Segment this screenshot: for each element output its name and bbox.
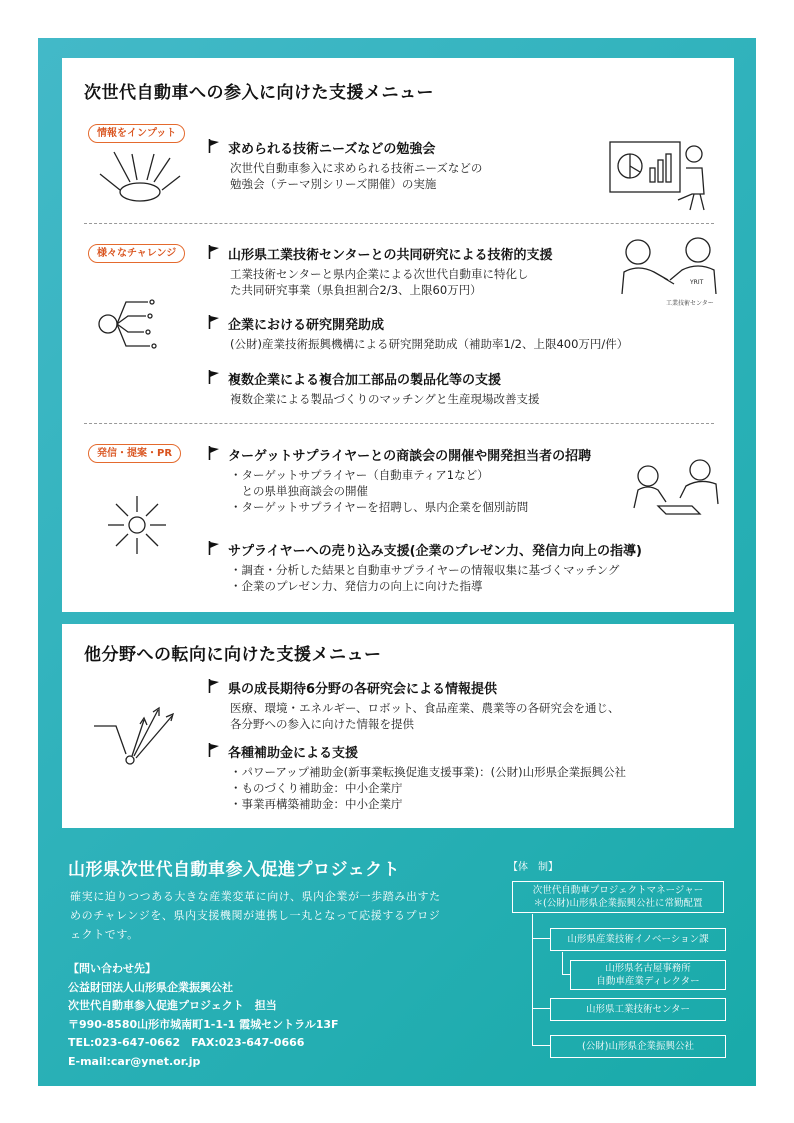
item-line: ・企業のプレゼン力、発信力の向上に向けた指導 [230,579,483,593]
item-supplier-pitch [208,540,642,594]
burst-icon [106,494,168,556]
contact-block [68,960,339,1071]
item-title: 企業における研究開発助成 [228,318,385,333]
flag-icon [208,743,220,757]
other-fields-card [62,624,734,828]
item-title: 各種補助金による支援 [228,746,359,761]
image-caption: 工業技術センター [666,300,714,307]
org-box-innovation: 山形県産業技術イノベーション課 [550,928,726,951]
item-title: 求められる技術ニーズなどの勉強会 [228,142,436,157]
item-composite-parts [208,369,539,407]
item-title: 複数企業による複合加工部品の製品化等の支援 [228,373,502,388]
org-connector [562,974,570,975]
flag-icon [208,245,220,259]
section1-title: 次世代自動車への参入に向けた支援メニュー [84,83,434,103]
flag-icon [208,370,220,384]
diverging-arrows-icon [92,700,192,770]
flag-icon [208,541,220,555]
org-box-tech-center: 山形県工業技術センター [550,998,726,1021]
org-connector [532,1045,550,1046]
item-title: ターゲットサプライヤーとの商談会の開催や開発担当者の招聘 [228,449,592,464]
divider [84,423,714,424]
item-line: 次世代自動車参入に求められる技術ニーズなどの [230,161,483,175]
item-title: 山形県工業技術センターとの共同研究による技術的支援 [228,248,553,263]
contact-dept: 次世代自動車参入促進プロジェクト 担当 [68,999,277,1012]
tag-information-input: 情報をインプット [88,124,185,143]
item-line: 勉強会（テーマ別シリーズ開催）の実施 [230,177,437,191]
contact-phone: TEL:023-647-0662 FAX:023-647-0666 [68,1036,305,1049]
item-line: ・ターゲットサプライヤーを招聘し、県内企業を個別訪問 [230,500,529,514]
contact-org: 公益財団法人山形県企業振興公社 [68,980,233,994]
org-box-nagoya [570,960,726,990]
org-connector [562,952,563,974]
item-business-meeting [208,445,591,515]
item-line: ・調査・分析した結果と自動車サプライヤーの情報収集に基づくマッチング [230,563,620,577]
presentation-board-icon [608,138,712,212]
item-line: 複数企業による製品づくりのマッチングと生産現場改善支援 [230,392,540,406]
org-manager-line: 次世代自動車プロジェクトマネージャー [532,885,704,896]
item-line: (公財)産業技術振興機構による研究開発助成（補助率1/2、上限400万円/件） [230,337,629,351]
org-connector [532,938,550,939]
input-arrows-icon [92,150,188,210]
org-box-manager [512,881,724,913]
item-study-session [208,138,482,192]
org-nagoya-line: 自動車産業ディレクター [596,976,700,987]
yrit-logo: YRIT [690,279,704,286]
item-rd-grant [208,314,628,352]
flag-icon [208,446,220,460]
flag-icon [208,315,220,329]
project-title: 山形県次世代自動車参入促進プロジェクト [68,860,401,880]
item-subsidies [208,742,626,812]
flag-icon [208,139,220,153]
org-connector [532,914,533,1046]
item-joint-research [208,244,552,298]
flag-icon [208,679,220,693]
org-heading: 【体 制】 [508,862,558,873]
meeting-people-icon [630,458,722,520]
section2-title: 他分野への転向に向けた支援メニュー [84,645,382,665]
support-menu-card [62,58,734,612]
org-connector [532,1008,550,1009]
item-growth-fields [208,678,620,732]
item-title: 県の成長期待6分野の各研究会による情報提供 [228,682,498,697]
item-line: 各分野への参入に向けた情報を提供 [230,717,414,731]
branching-icon [98,294,168,354]
tag-pr: 発信・提案・PR [88,444,181,463]
contact-address: 〒990-8580山形市城南町1-1-1 霞城セントラル13F [68,1017,339,1031]
item-line: 工業技術センターと県内企業による次世代自動車に特化し [230,267,529,281]
org-box-promotion: (公財)山形県企業振興公社 [550,1035,726,1058]
project-description: 確実に迫りつつある大きな産業変革に向け、県内企業が一歩踏み出すためのチャレンジを、県内支援機関が連携し一丸となって応援するプロジェクトです。 [70,890,441,941]
handshake-people-icon [620,236,720,298]
tag-challenges: 様々なチャレンジ [88,244,185,263]
item-line: ・パワーアップ補助金(新事業転換促進支援事業)：(公財)山形県企業振興公社 [230,765,627,779]
contact-email[interactable]: E-mail:car@ynet.or.jp [68,1054,201,1068]
item-title: サプライヤーへの売り込み支援(企業のプレゼン力、発信力向上の指導) [228,544,642,559]
item-line: た共同研究事業（県負担割合2/3、上限60万円） [230,283,482,297]
item-line: ・ものづくり補助金：中小企業庁 [230,781,403,795]
divider [84,223,714,224]
org-manager-note: ＊(公財)山形県企業振興公社に常勤配置 [533,898,703,909]
contact-heading: 【問い合わせ先】 [68,962,156,975]
item-line: 医療、環境・エネルギー、ロボット、食品産業、農業等の各研究会を通じ、 [230,701,620,715]
org-nagoya-line: 山形県名古屋事務所 [605,963,691,974]
item-line: ・事業再構築補助金：中小企業庁 [230,797,403,811]
item-line: との県単独商談会の開催 [230,484,368,498]
item-line: ・ターゲットサプライヤー（自動車ティア1など） [230,468,489,482]
